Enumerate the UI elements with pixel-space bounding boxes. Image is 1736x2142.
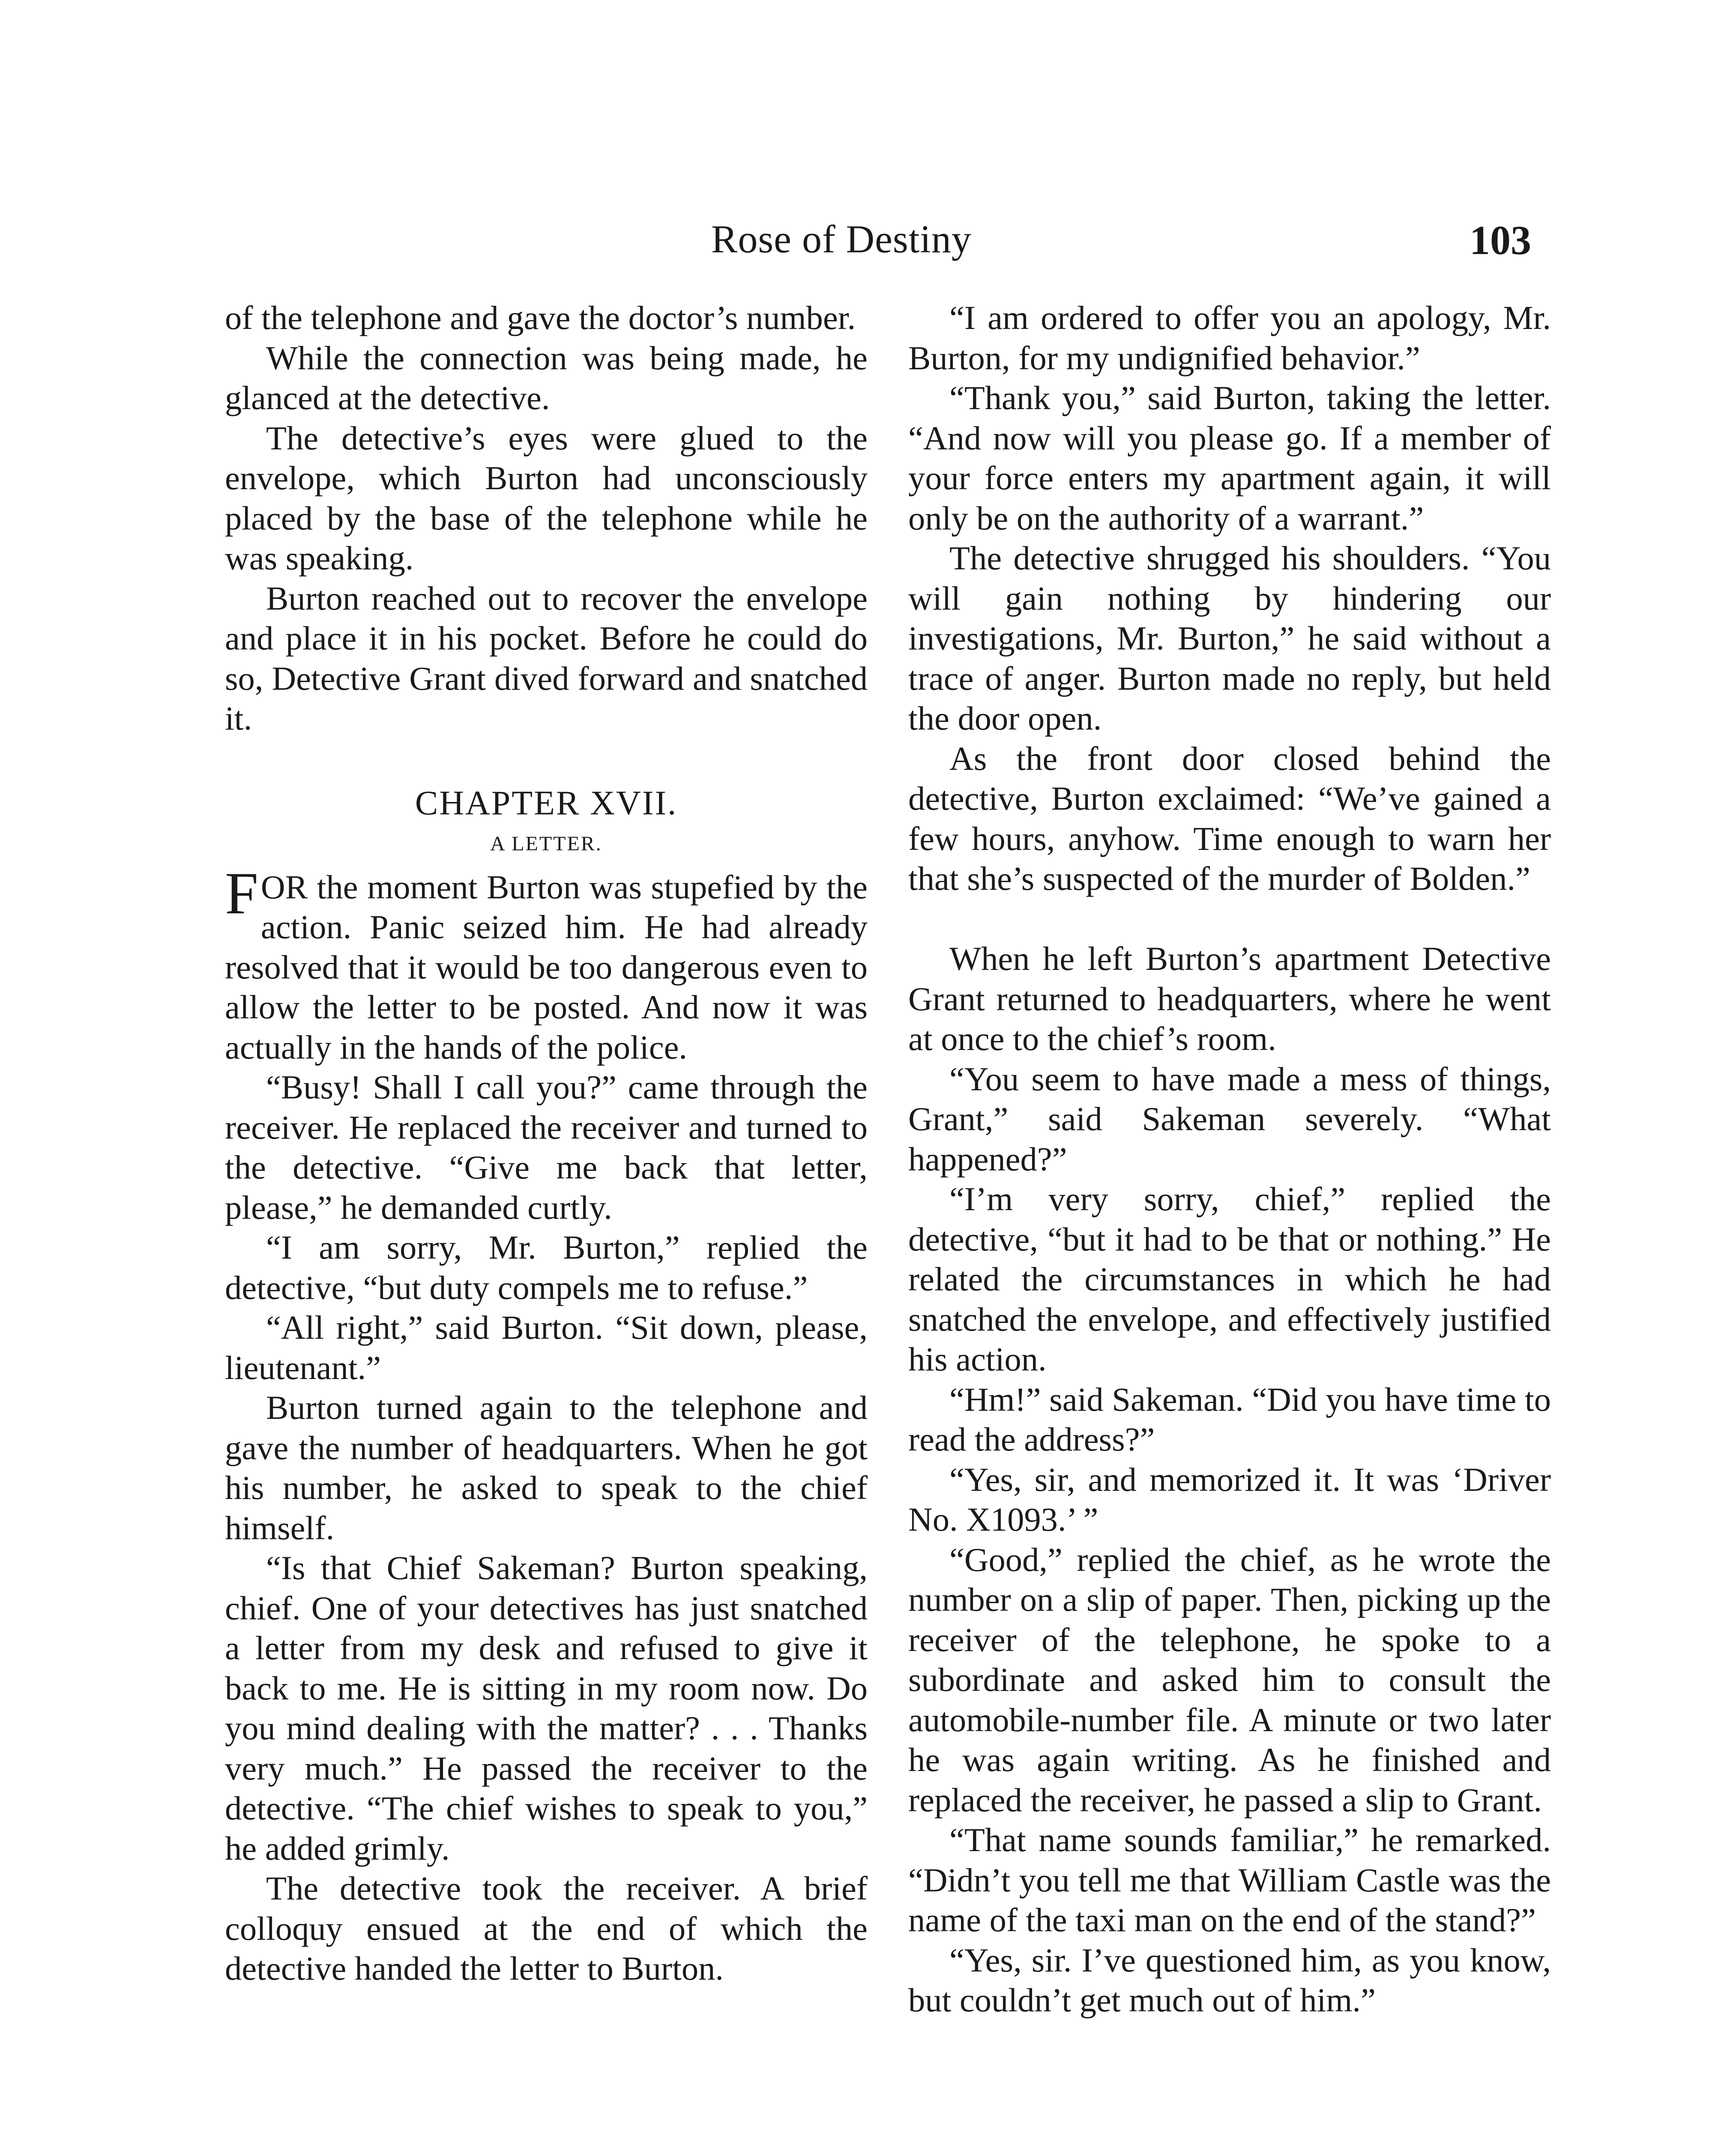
chapter-heading: CHAPTER XVII. <box>415 784 678 822</box>
paragraph: “I am ordered to offer you an apology, Mr. Burton, for my undignified behavior.” <box>908 299 1551 377</box>
paragraph: The detective took the receiver. A brief colloquy ensued at the end of which the detective handed the letter to Burton. <box>225 1870 868 1987</box>
paragraph: Burton turned again to the telephone and gave the number of headquarters. When he got his number, he asked to speak to the chief himself. <box>225 1389 868 1547</box>
opening-paragraph-text: OR the moment Burton was stupefied by the action. Panic seized him. He had already resolved that it would be too dangerous even to allow the letter to be posted. And now it was actually in the hands of the police. <box>225 868 868 1066</box>
paragraph: “Yes, sir. I’ve questioned him, as you know, but couldn’t get much out of him.” <box>908 1941 1551 2019</box>
paragraph: “Yes, sir, and memorized it. It was ‘Driver No. X1093.’ ” <box>908 1460 1551 1538</box>
scene-break <box>908 899 1551 939</box>
paragraph: “Busy! Shall I call you?” came through the receiver. He replaced the receiver and turned to the detective. “Give me back that letter, please,” he demanded curtly. <box>225 1068 868 1226</box>
page-number: 103 <box>1470 217 1531 263</box>
paragraph: “I am sorry, Mr. Burton,” replied the detective, “but duty compels me to refuse.” <box>225 1229 868 1306</box>
paragraph: “You seem to have made a mess of things, Grant,” said Sakeman severely. “What happened?” <box>908 1060 1551 1178</box>
paragraph: “Thank you,” said Burton, taking the letter. “And now will you please go. If a member of your force enters my apartment again, it will only be on the authority of a warrant.” <box>908 379 1551 537</box>
paragraph: “That name sounds familiar,” he remarked. “Didn’t you tell me that William Castle was the name of the taxi man on the end of the stand?” <box>908 1821 1551 1939</box>
paragraph: Burton reached out to recover the envelope and place it in his pocket. Before he could do so, Detective Grant dived forward and snatched it. <box>225 579 868 737</box>
running-header-title: Rose of Destiny <box>711 217 972 261</box>
opening-paragraph <box>225 860 868 1068</box>
right-column <box>908 298 1551 2020</box>
left-column <box>225 298 868 1989</box>
paragraph: While the connection was being made, he glanced at the detective. <box>225 339 868 416</box>
paragraph: As the front door closed behind the detective, Burton exclaimed: “We’ve gained a few hours, anyhow. Time enough to warn her that she’s suspected of the murder of Bolden.” <box>908 739 1551 897</box>
paragraph: “I’m very sorry, chief,” replied the detective, “but it had to be that or nothing.” He related the circumstances in which he had snatched the envelope, and effectively justified his action. <box>908 1180 1551 1378</box>
chapter-subtitle: A LETTER. <box>490 832 602 855</box>
paragraph: “All right,” said Burton. “Sit down, please, lieutenant.” <box>225 1309 868 1386</box>
paragraph: of the telephone and gave the doctor’s number. <box>225 299 856 336</box>
paragraph: “Good,” replied the chief, as he wrote the number on a slip of paper. Then, picking up the receiver of the telephone, he spoke to a subordinate and asked him to consult the automobile-number file. A minute or two later he was again writing. As he finished and replaced the receiver, he passed a slip to Grant. <box>908 1541 1551 1819</box>
drop-cap: F <box>225 860 258 927</box>
paragraph: “Hm!” said Sakeman. “Did you have time to read the address?” <box>908 1380 1551 1458</box>
paragraph: When he left Burton’s apartment Detective Grant returned to headquarters, where he went at once to the chief’s room. <box>908 940 1551 1057</box>
paragraph: The detective’s eyes were glued to the envelope, which Burton had unconsciously placed by the base of the telephone while he was speaking. <box>225 419 868 577</box>
paragraph: The detective shrugged his shoulders. “You will gain nothing by hindering our investigations, Mr. Burton,” he said without a trace of anger. Burton made no reply, but held the door open. <box>908 539 1551 737</box>
paragraph: “Is that Chief Sakeman? Burton speaking, chief. One of your detectives has just snatched a letter from my desk and refused to give it back to me. He is sitting in my room now. Do you mind dealing with the matter? . . . Thanks very much.” He passed the receiver to the detective. “The chief wishes to speak to you,” he added grimly. <box>225 1549 868 1867</box>
